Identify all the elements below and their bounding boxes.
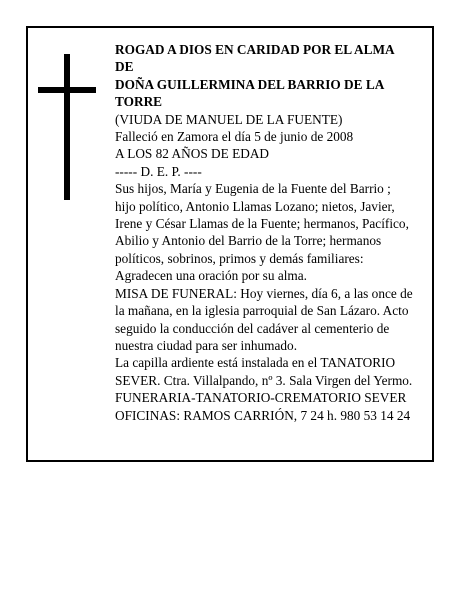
funeral-line: la mañana, en la iglesia parroquial de San Lázaro. Acto (115, 303, 409, 319)
family-line: hijo político, Antonio Llamas Lozano; nietos, Javier, (115, 198, 395, 214)
family-line: Abilio y Antonio del Barrio de la Torre; hermanos (115, 233, 382, 249)
cross-icon (38, 54, 96, 200)
obituary-notice (26, 26, 434, 462)
family-line: políticos, sobrinos, primos y demás familiares: (115, 250, 364, 266)
cross-horizontal-bar (38, 87, 96, 93)
header-line: ROGAD A DIOS EN CARIDAD POR EL ALMA (115, 42, 395, 57)
cross-vertical-bar (64, 54, 70, 200)
header-line: DE (115, 59, 134, 75)
funeral-line: seguido la conducción del cadáver al cementerio de (115, 320, 390, 336)
funeral-home-line: FUNERARIA-TANATORIO-CREMATORIO SEVER (115, 390, 407, 406)
age-line: A LOS 82 AÑOS DE EDAD (115, 146, 270, 162)
rip-line: ----- D. E. P. ---- (115, 163, 202, 179)
family-line: Irene y César Llamas de la Fuente; hermanos, Pacífico, (115, 216, 409, 232)
funeral-line: MISA DE FUNERAL: Hoy viernes, día 6, a las once de (115, 285, 413, 301)
death-info-line: Falleció en Zamora el día 5 de junio de 2008 (115, 129, 354, 145)
chapel-line: SEVER. Ctra. Villalpando, nº 3. Sala Virgen del Yermo. (115, 372, 413, 388)
widow-of-line: (VIUDA DE MANUEL DE LA FUENTE) (115, 111, 343, 127)
chapel-line: La capilla ardiente está instalada en el TANATORIO (115, 355, 396, 371)
deceased-name: TORRE (115, 94, 163, 110)
funeral-line: nuestra ciudad para ser inhumado. (115, 337, 298, 353)
family-line: Agradecen una oración por su alma. (115, 268, 307, 284)
family-line: Sus hijos, María y Eugenia de la Fuente del Barrio ; (115, 181, 391, 197)
funeral-home-line: OFICINAS: RAMOS CARRIÓN, 7 24 h. 980 53 14 24 (115, 407, 411, 423)
notice-text (115, 41, 430, 424)
deceased-name: DOÑA GUILLERMINA DEL BARRIO DE LA (115, 76, 385, 92)
